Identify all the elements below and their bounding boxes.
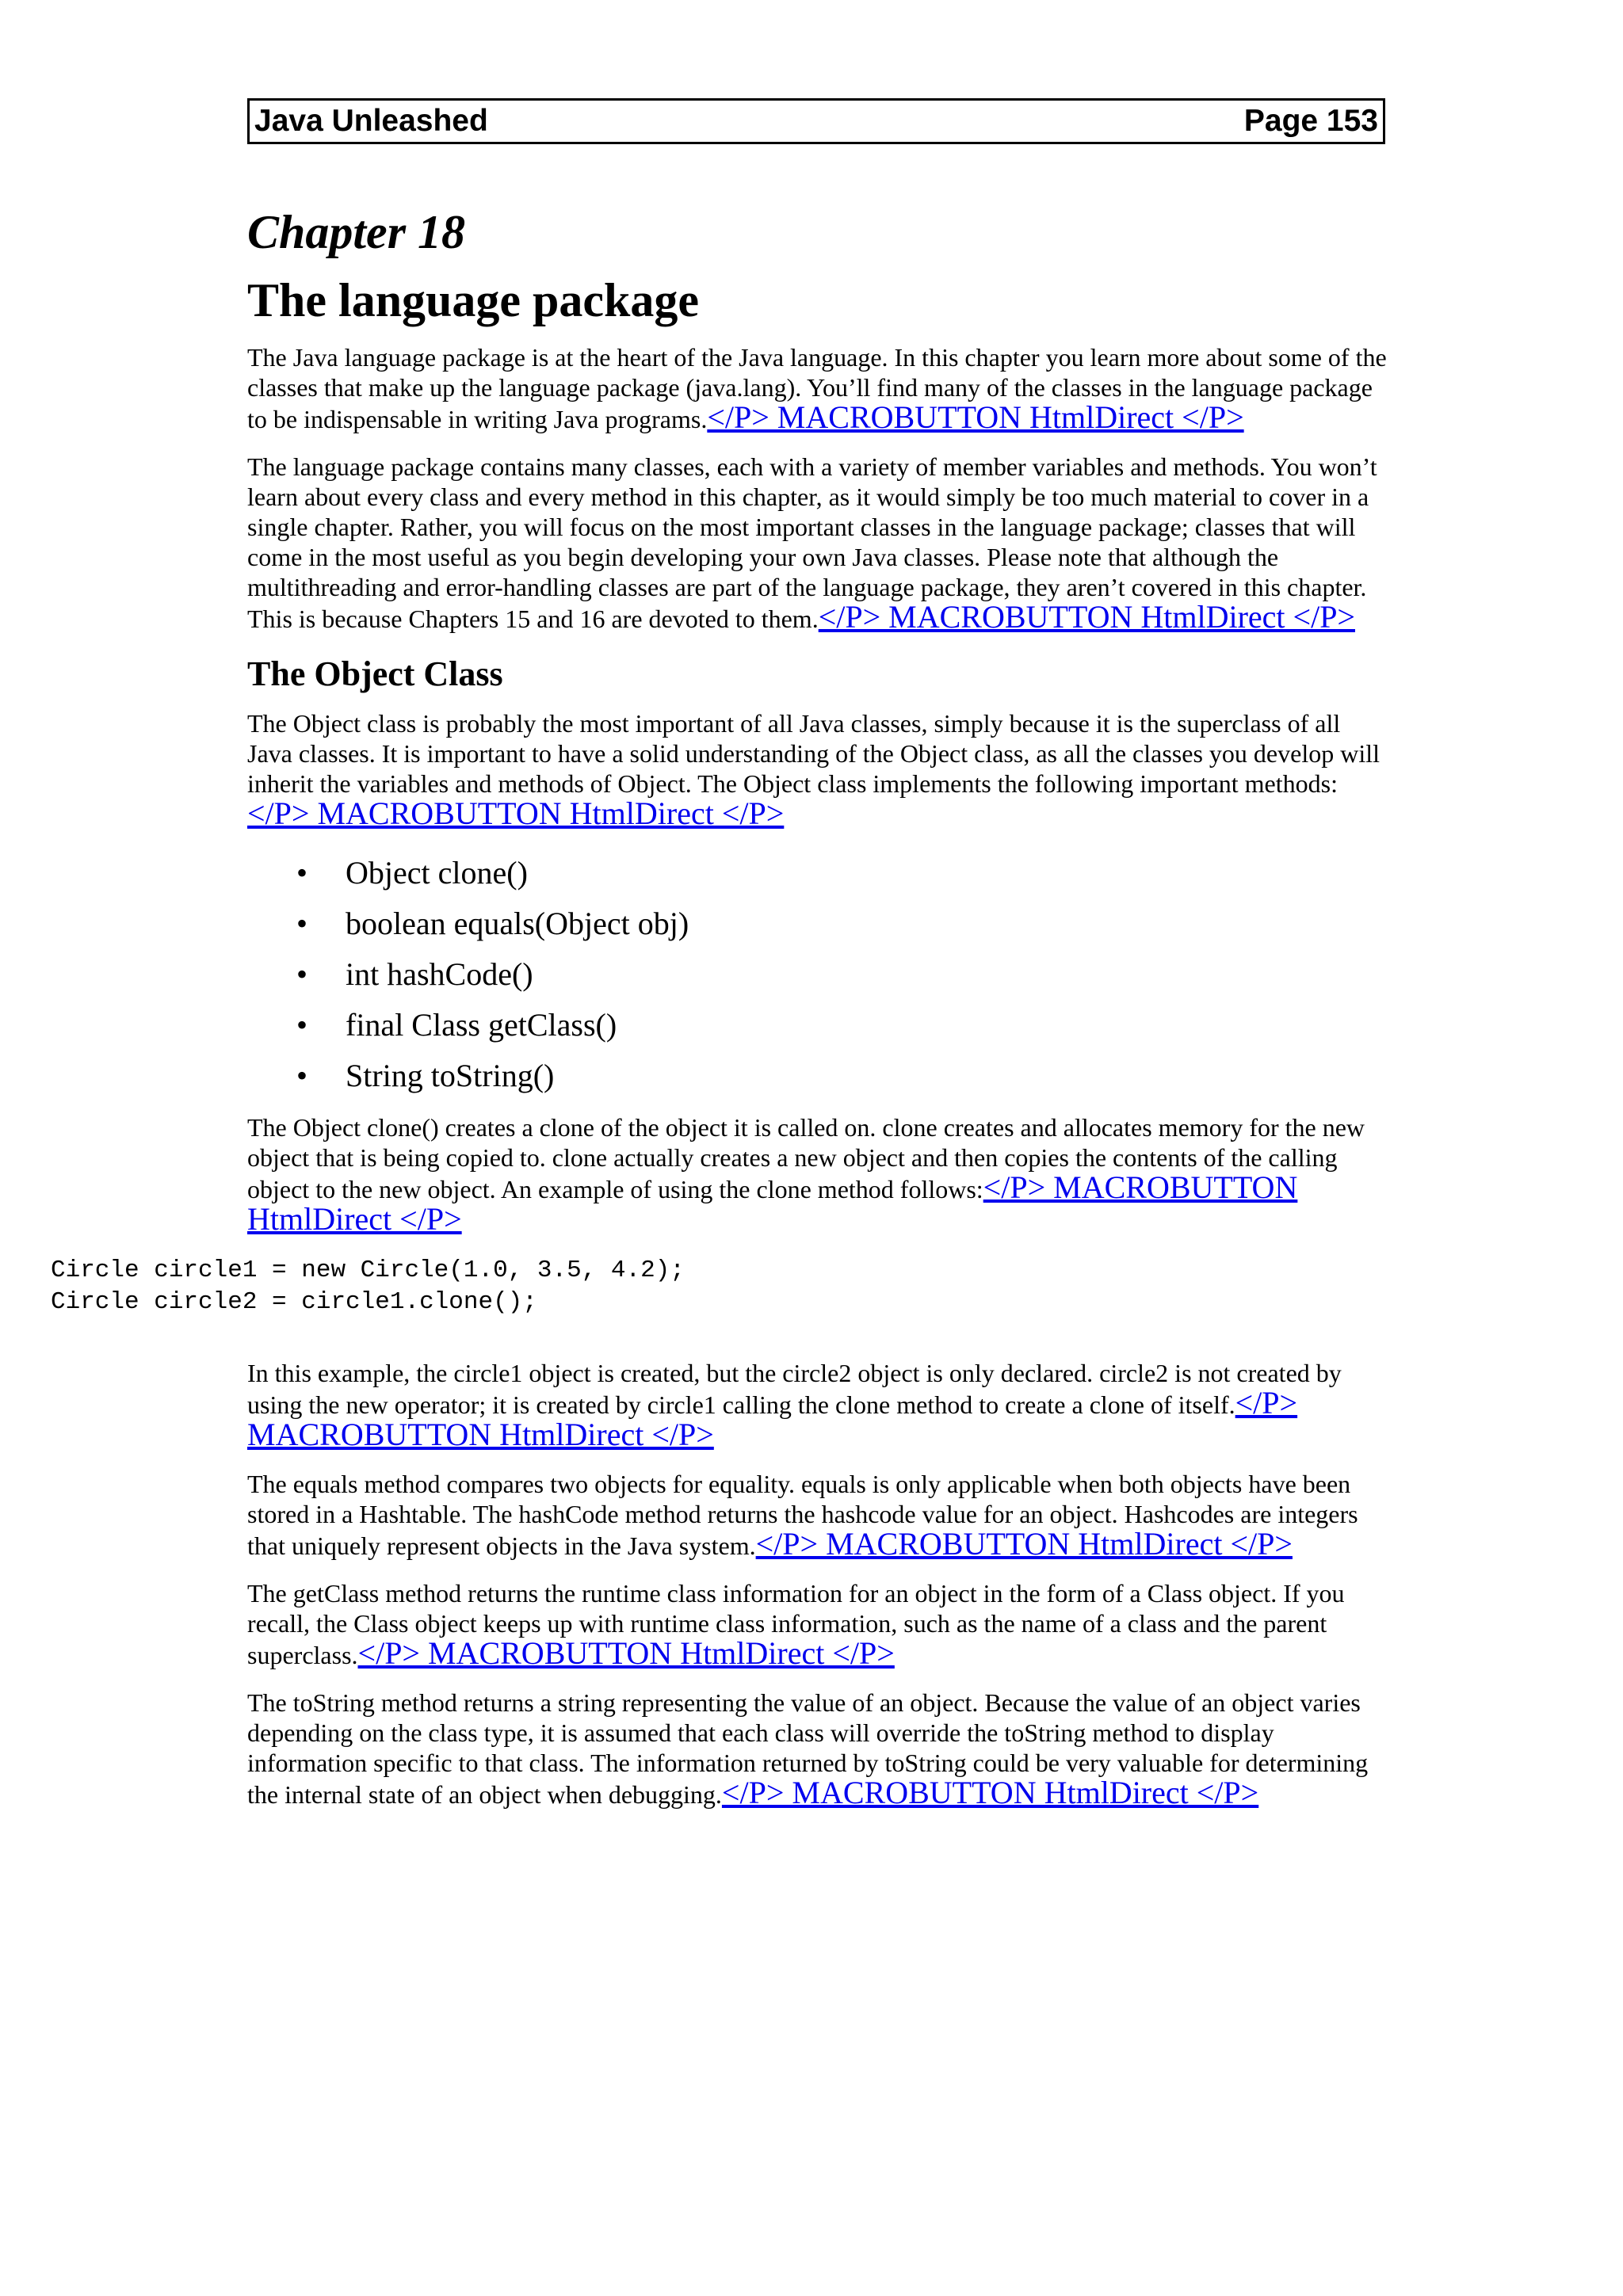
code-line: Circle circle1 = new Circle(1.0, 3.5, 4.2); [51,1257,685,1284]
method-signature: String toString() [346,1058,555,1093]
page-content [51,204,1388,1827]
paragraph-text: The getClass method returns the runtime class information for an object in the form of a Class object. If you recall, the Class object keeps up with runtime class information, such as the name of a class and the parent superclass. [247,1579,1345,1669]
code-block [51,1255,1192,1318]
method-signature: int hashCode() [346,956,533,992]
paragraph-text: The Object clone() creates a clone of the object it is called on. clone creates and allocates memory for the new object that is being copied to. clone actually creates a new object and then copies the contents of the calling object to the new object. An example of using the clone method follows: [247,1113,1365,1203]
list-item [247,1006,1388,1044]
paragraph-overview [247,452,1388,634]
paragraph-getclass [247,1578,1388,1670]
paragraph-text: The toString method returns a string representing the value of an object. Because the value of an object varies depending on the class type, it is assumed that each class will override the toString method to display information specific to that class. The information returned by toString could be very valuable for determining the internal state of an object when debugging. [247,1688,1369,1809]
paragraph-example [247,1358,1388,1451]
macrobutton-link[interactable]: </P> MACROBUTTON HtmlDirect </P> [247,1169,1298,1237]
list-item [247,955,1388,994]
paragraph-text: The language package contains many classes, each with a variety of member variables and methods. You won’t learn about every class and every method in this chapter, as it would simply be too much material to cover in a single chapter. Rather, you will focus on the most important classes in the language package; classes that will come in the most useful as you begin developing your own Java classes. Please note that although the multithreading and error-handling classes are part of the language package, they aren’t covered in this chapter. This is because Chapters 15 and 16 are devoted to them. [247,452,1377,633]
macrobutton-link[interactable]: </P> MACROBUTTON HtmlDirect </P> [818,599,1355,635]
paragraph-clone [247,1112,1388,1236]
method-signature: Object clone() [346,855,528,891]
macrobutton-link[interactable]: </P> MACROBUTTON HtmlDirect </P> [721,1775,1259,1810]
paragraph-text: The equals method compares two objects for equality. equals is only applicable when both objects have been stored in a Hashtable. The hashCode method returns the hashcode value for an object. Hashcodes are integers that uniquely represent objects in the Java system. [247,1470,1358,1560]
chapter-title: The language package [247,274,700,326]
section-heading: The Object Class [247,654,503,693]
list-item [247,854,1388,892]
bullet-icon: • [296,1058,308,1093]
paragraph-object-class [247,708,1388,830]
paragraph-equals [247,1469,1388,1561]
page-number: Page 153 [1243,104,1378,138]
paragraph-text: The Object class is probably the most important of all Java classes, simply because it is the superclass of all Java classes. It is important to have a solid understanding of the Object class, as all the classes you develop will inherit the variables and methods of Object. The Object class implements the following important methods: [247,709,1380,798]
macrobutton-link[interactable]: </P> MACROBUTTON HtmlDirect </P> [247,795,785,831]
paragraph-tostring [247,1688,1388,1810]
bullet-icon: • [296,1007,308,1043]
book-title: Java Unleashed [254,104,488,138]
code-line: Circle circle2 = circle1.clone(); [51,1288,537,1316]
method-list [247,854,1388,1095]
page-header [247,98,1385,144]
list-item [247,905,1388,943]
macrobutton-link[interactable]: </P> MACROBUTTON HtmlDirect </P> [357,1635,895,1671]
chapter-number: Chapter 18 [247,206,466,258]
bullet-icon: • [296,855,308,891]
macrobutton-link[interactable]: </P> MACROBUTTON HtmlDirect </P> [247,1385,1298,1452]
method-signature: boolean equals(Object obj) [346,906,689,941]
bullet-icon: • [296,956,308,992]
macrobutton-link[interactable]: </P> MACROBUTTON HtmlDirect </P> [755,1526,1293,1562]
paragraph-text: In this example, the circle1 object is created, but the circle2 object is only declared. circle2 is not created by using the new operator; it is created by circle1 calling the clone method to create a clone of itself. [247,1359,1342,1419]
method-signature: final Class getClass() [346,1007,617,1043]
list-item [247,1057,1388,1095]
bullet-icon: • [296,906,308,941]
paragraph-text: The Java language package is at the heart of the Java language. In this chapter you learn more about some of the classes that make up the language package (java.lang). You’ll find many of the classes in the language package to be indispensable in writing Java programs. [247,343,1387,433]
paragraph-intro [247,342,1388,434]
macrobutton-link[interactable]: </P> MACROBUTTON HtmlDirect </P> [707,399,1244,435]
